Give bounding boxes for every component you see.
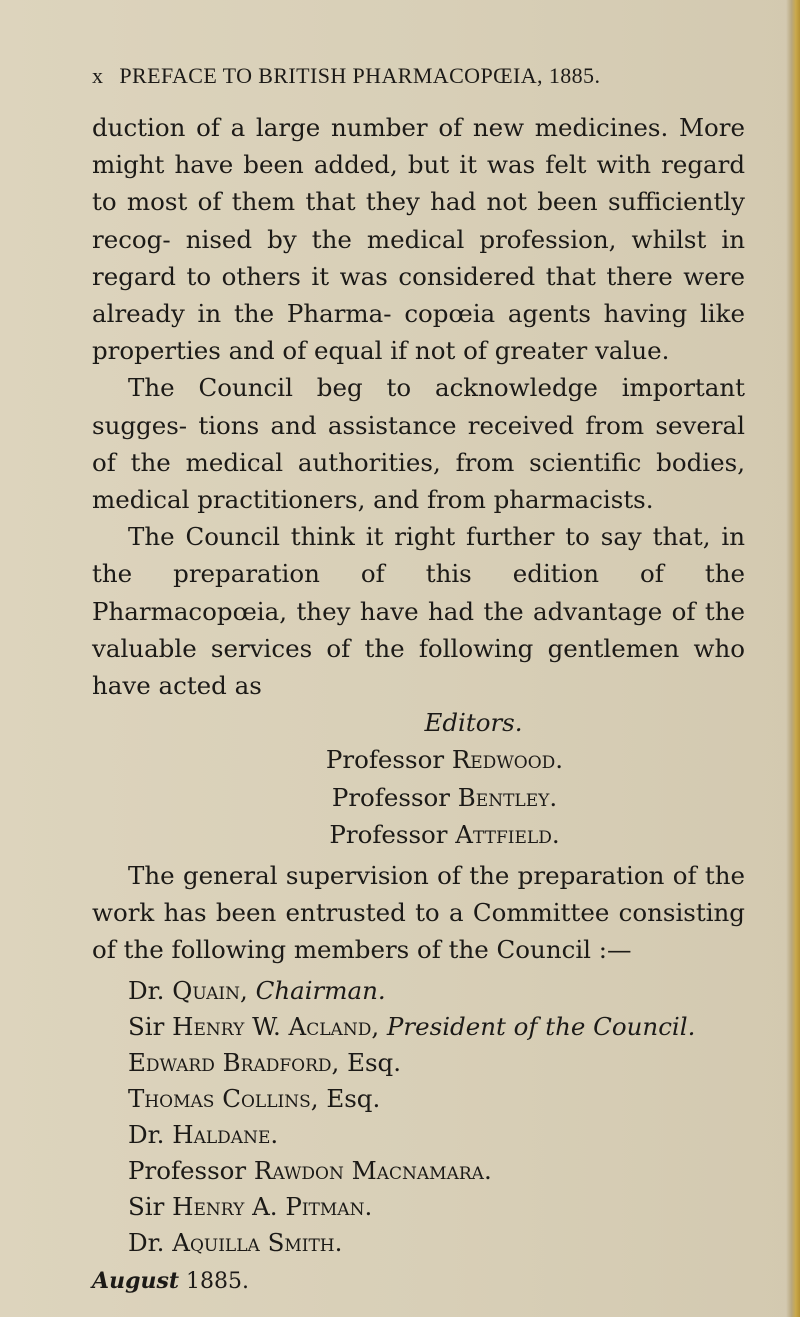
committee-member: Dr. Haldane. — [128, 1119, 279, 1149]
committee-member: Sir Henry W. Acland, President of the Council. — [128, 1011, 696, 1041]
editor-name: Bentley. — [457, 782, 558, 812]
editor-title: Professor — [331, 782, 450, 812]
date-month: August — [92, 1267, 179, 1294]
committee-member: Dr. Quain, Chairman. — [128, 975, 386, 1005]
editor-title: Professor — [329, 819, 448, 849]
running-title: PREFACE TO BRITISH PHARMACOPŒIA, 1885. — [119, 63, 601, 88]
committee-list — [128, 973, 745, 1261]
editor-title: Professor — [325, 745, 445, 775]
editor-2 — [92, 779, 745, 816]
editor-1 — [92, 741, 745, 778]
paragraph-3: The Council think it right further to say that, in the preparation of this edition of the Pharmacopœia, they have had the advantage of the valuable services of the following gentlemen who have acted as — [92, 522, 745, 701]
editor-name: Redwood. — [451, 745, 564, 775]
date-line — [92, 1263, 745, 1300]
committee-member: Dr. Aquilla Smith. — [128, 1227, 343, 1257]
page-number: x — [92, 63, 104, 88]
committee-member: Edward Bradford, Esq. — [128, 1047, 402, 1077]
paragraph-4: The general supervision of the preparation of the work has been entrusted to a Committee consisting of the following members of the Council :— — [92, 861, 745, 965]
editor-name: Attfield. — [455, 819, 560, 849]
paragraph-2: The Council beg to acknowledge important sugges- tions and assistance received from several of the medical authorities, from scientific bodies, medical practitioners, and from pharmacists. — [92, 373, 745, 515]
committee-member: Thomas Collins, Esq. — [128, 1083, 381, 1113]
running-header — [92, 63, 600, 89]
editors-heading: Editors. — [424, 708, 523, 738]
committee-member: Sir Henry A. Pitman. — [128, 1191, 373, 1221]
page-body — [92, 109, 745, 1300]
editor-3 — [92, 816, 745, 853]
paragraph-1: duction of a large number of new medicines. More might have been added, but it was felt with regard to most of them that they had not been sufficiently recog- nised by the medical profession, whilst in regard to others it was considered that there were already in the Pharma- copœia agents having like properties and of equal if not of greater value. — [92, 113, 745, 366]
date-year: 1885. — [186, 1268, 249, 1294]
committee-member: Professor Rawdon Macnamara. — [128, 1155, 492, 1185]
page-edge — [786, 0, 800, 1317]
